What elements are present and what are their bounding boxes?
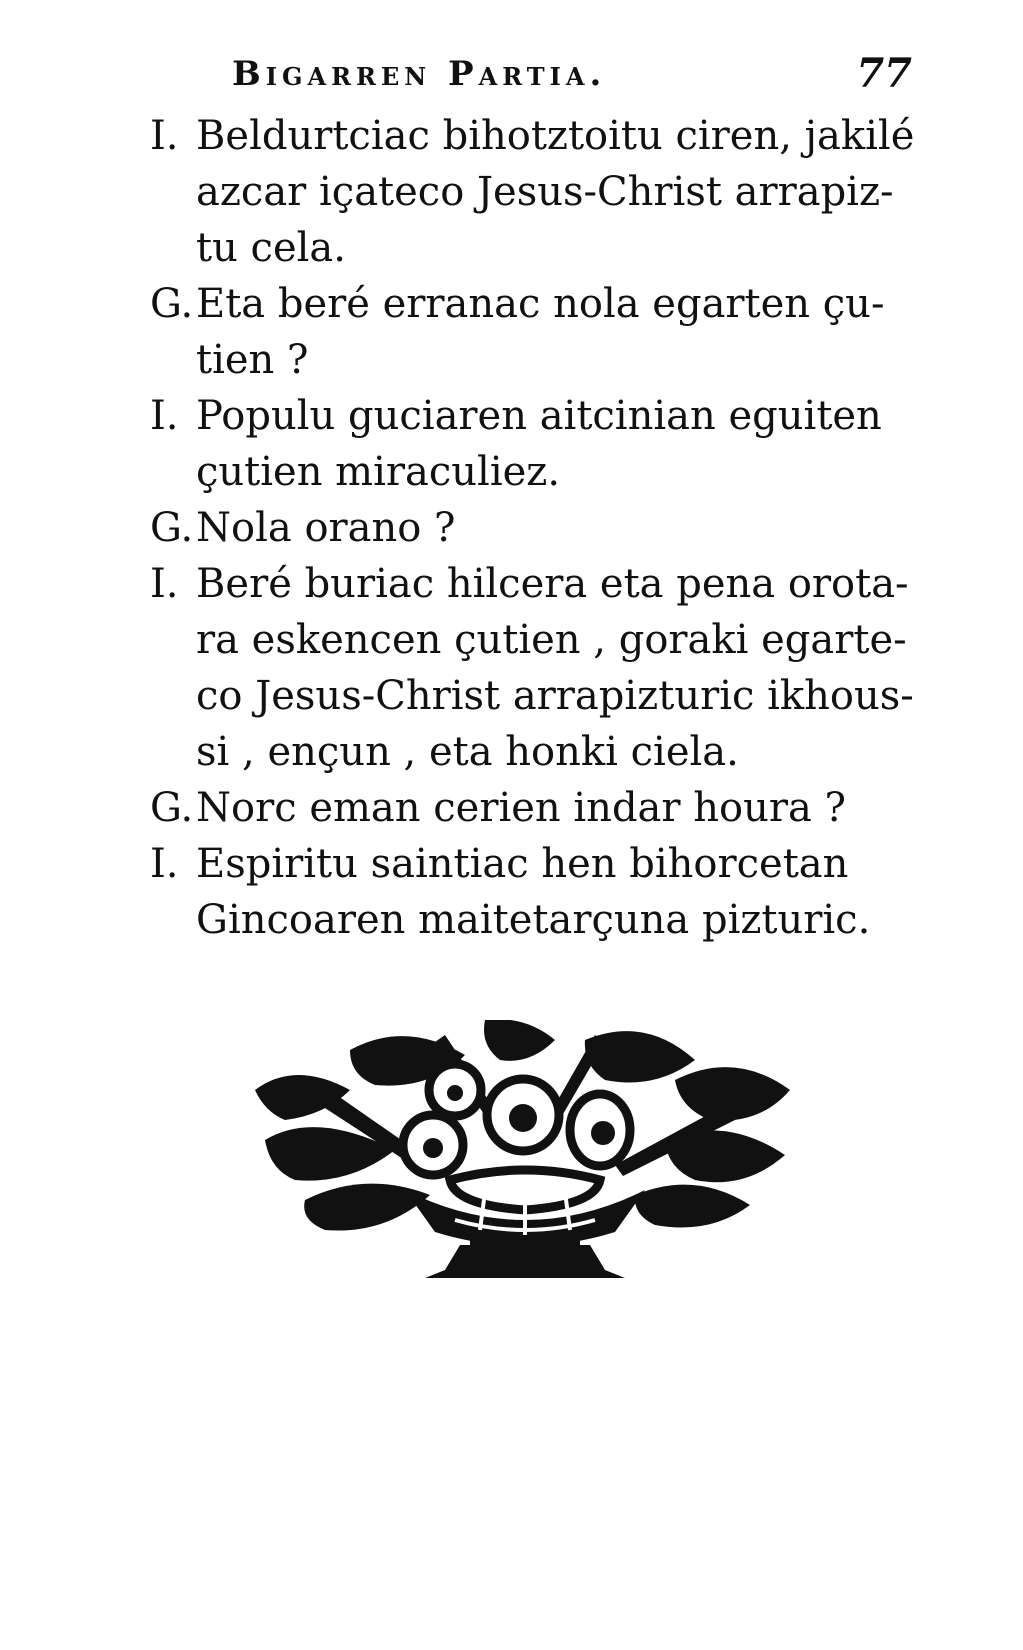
speaker-label: I. [150, 113, 179, 159]
dialogue-line: çutien miraculiez. [196, 449, 561, 495]
dialogue-line: ra eskencen çutien , goraki egarte- [196, 617, 907, 663]
dialogue-line: co Jesus-Christ arrapizturic ikhous- [196, 673, 914, 719]
dialogue-entry [150, 388, 920, 500]
speaker-label: I. [150, 393, 179, 439]
dialogue-line: Beldurtciac bihotztoitu ciren, jakilé [196, 113, 915, 159]
dialogue-line: Espiritu saintiac hen bihorcetan [196, 841, 849, 887]
dialogue-entry [150, 500, 920, 556]
dialogue-entry [150, 780, 920, 836]
speaker-label: G. [150, 281, 194, 327]
dialogue-entry [150, 836, 920, 948]
speaker-label: I. [150, 841, 179, 887]
speaker-label: G. [150, 505, 194, 551]
flower-basket-woodcut-icon [255, 1020, 795, 1300]
dialogue-line: Beré buriac hilcera eta pena orota- [196, 561, 909, 607]
page-number: 77 [856, 50, 912, 97]
dialogue [150, 108, 920, 948]
running-head [232, 50, 912, 100]
dialogue-line: si , ençun , eta honki ciela. [196, 729, 739, 775]
speaker-label: G. [150, 785, 194, 831]
dialogue-entry [150, 276, 920, 388]
dialogue-entry [150, 556, 920, 780]
dialogue-entry [150, 108, 920, 276]
dialogue-line: tien ? [196, 337, 309, 383]
dialogue-line: Eta beré erranac nola egarten çu- [196, 281, 885, 327]
dialogue-line: azcar içateco Jesus-Christ arrapiz- [196, 169, 894, 215]
dialogue-line: Norc eman cerien indar houra ? [196, 785, 846, 831]
dialogue-line: Populu guciaren aitcinian eguiten [196, 393, 882, 439]
speaker-label: I. [150, 561, 179, 607]
dialogue-line: Nola orano ? [196, 505, 456, 551]
running-title: Bigarren Partia. [232, 54, 607, 94]
dialogue-line: Gincoaren maitetarçuna pizturic. [196, 897, 871, 943]
dialogue-line: tu cela. [196, 225, 346, 271]
